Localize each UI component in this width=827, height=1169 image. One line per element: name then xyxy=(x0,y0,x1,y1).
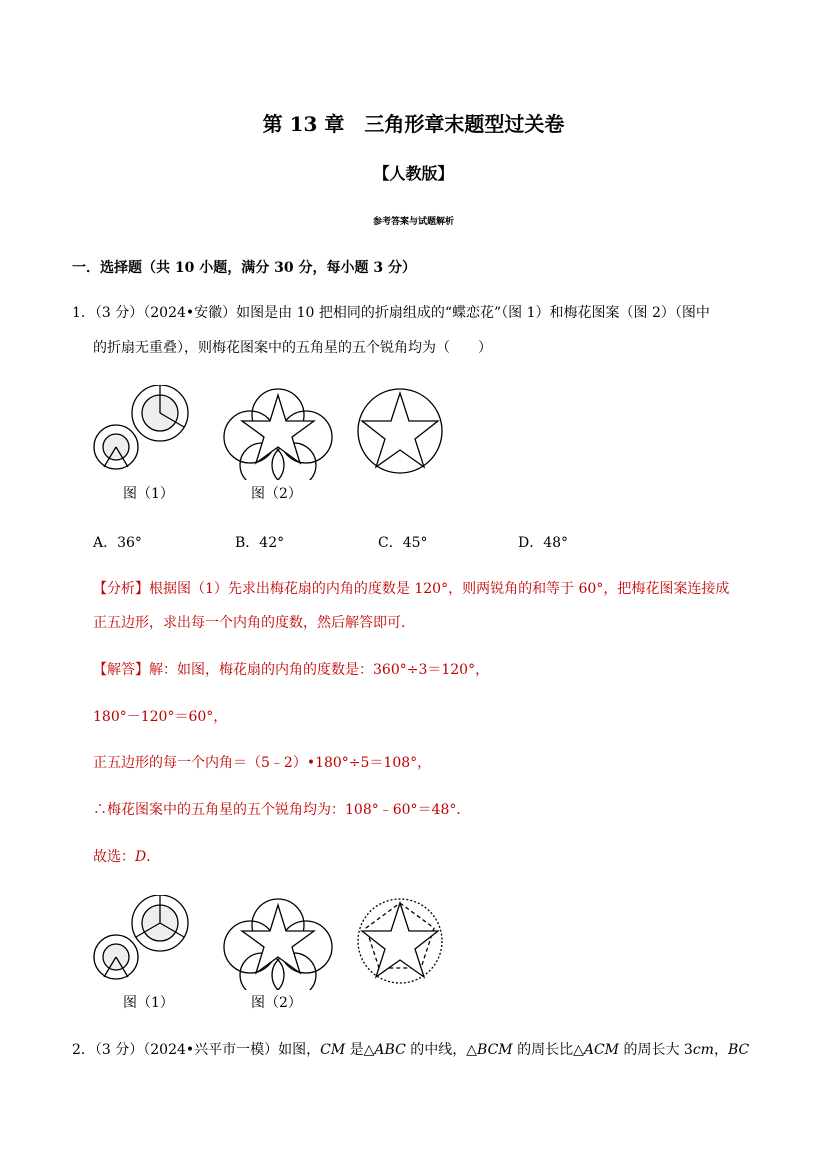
q2-unit: cm xyxy=(692,1042,714,1058)
q2-mid2: 的中线，△ xyxy=(405,1042,478,1058)
option-b: B．42° xyxy=(235,535,285,551)
answer-prefix: 故选： xyxy=(93,849,135,865)
question-1-line-2: 的折扇无重叠），则梅花图案中的五角星的五个锐角均为（ ） xyxy=(93,340,492,356)
answer-suffix: ． xyxy=(146,849,161,865)
q2-cm: CM xyxy=(320,1042,346,1058)
figure-2-solution-diagram xyxy=(88,895,448,990)
subtitle: 参考答案与试题解析 xyxy=(372,217,454,227)
solution-line-1: 【解答】解：如图，梅花扇的内角的度数是：360°÷3＝120°， xyxy=(93,662,490,678)
figure-1-caption-repeat: 图（1） xyxy=(123,995,174,1011)
solution-line-3: 正五边形的每一个内角＝（5﹣2）•180°÷5＝108°， xyxy=(93,755,432,771)
q2-acm: ACM xyxy=(583,1042,620,1058)
question-1-line-1: 1．（3 分）（2024•安徽）如图是由 10 把相同的折扇组成的“蝶恋花”（图 1）和梅花图案（图 2）（图中 xyxy=(72,305,710,321)
q2-bcm: BCM xyxy=(477,1042,513,1058)
figure-2-caption-repeat: 图（2） xyxy=(251,995,302,1011)
option-a: A．36° xyxy=(93,535,142,551)
solution-line-4: ∴梅花图案中的五角星的五个锐角均为：108°﹣60°＝48°． xyxy=(93,802,471,818)
answer-line xyxy=(93,846,160,866)
q2-abc: ABC xyxy=(374,1042,406,1058)
analysis-line-2: 正五边形，求出每一个内角的度数，然后解答即可． xyxy=(93,615,415,631)
q2-mid1: 是△ xyxy=(345,1042,375,1058)
option-c: C．45° xyxy=(378,535,428,551)
option-d: D．48° xyxy=(518,535,569,551)
section-heading: 一．选择题（共 10 小题，满分 30 分，每小题 3 分） xyxy=(72,260,416,276)
edition-label: 【人教版】 xyxy=(373,164,454,183)
figure-2-caption: 图（2） xyxy=(251,486,302,502)
solution-line-2: 180°－120°＝60°， xyxy=(93,709,228,725)
q2-prefix: 2．（3 分）（2024•兴平市一模）如图， xyxy=(72,1042,321,1058)
page-title: 第 13 章 三角形章末题型过关卷 xyxy=(262,112,565,136)
figure-1-butterfly-and-plum-blossom xyxy=(88,385,448,480)
q2-mid5: ， xyxy=(713,1042,728,1058)
q2-bc: BC xyxy=(727,1042,750,1058)
q2-mid4: 的周长大 3 xyxy=(619,1042,693,1058)
q2-mid3: 的周长比△ xyxy=(512,1042,584,1058)
question-2-line-1 xyxy=(72,1040,749,1060)
analysis-line-1: 【分析】根据图（1）先求出梅花扇的内角的度数是 120°，则两锐角的和等于 60°，把梅花图案连接成 xyxy=(93,581,730,597)
answer-letter: D xyxy=(135,849,147,865)
figure-1-caption: 图（1） xyxy=(123,486,174,502)
